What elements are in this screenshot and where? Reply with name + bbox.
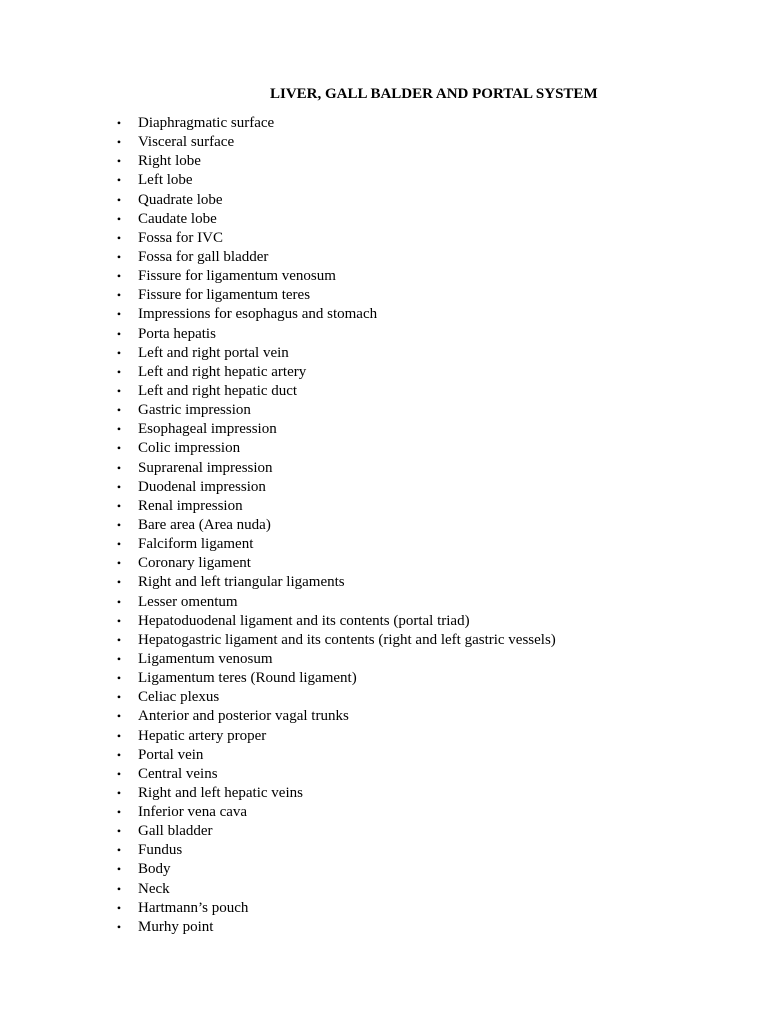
- bullet-icon: •: [116, 154, 122, 169]
- bullet-icon: •: [116, 709, 122, 724]
- list-item-text: Right and left hepatic veins: [138, 784, 303, 801]
- bullet-icon: •: [116, 364, 122, 379]
- list-item-text: Left lobe: [138, 172, 193, 189]
- list-item: [112, 573, 556, 592]
- list-item: [112, 880, 556, 899]
- list-item: [112, 822, 556, 841]
- list-item: [112, 707, 556, 726]
- bullet-icon: •: [116, 805, 122, 820]
- bullet-icon: •: [116, 747, 122, 762]
- list-item: [112, 344, 556, 363]
- list-item-text: Neck: [138, 880, 170, 897]
- list-item-text: Left and right portal vein: [138, 344, 289, 361]
- list-item: [112, 171, 556, 190]
- list-item: [112, 382, 556, 401]
- bullet-icon: •: [116, 249, 122, 264]
- bullet-icon: •: [116, 116, 122, 130]
- list-item: [112, 612, 556, 631]
- list-item: [112, 133, 556, 152]
- bullet-icon: •: [116, 613, 122, 628]
- list-item-text: Ligamentum venosum: [138, 650, 273, 667]
- list-item: [112, 631, 556, 650]
- list-item: [112, 497, 556, 516]
- list-item-text: Fossa for gall bladder: [138, 248, 269, 265]
- list-item: [112, 401, 556, 420]
- page-title: LIVER, GALL BALDER AND PORTAL SYSTEM: [270, 86, 598, 102]
- list-item-text: Hepatoduodenal ligament and its contents (portal triad): [138, 612, 470, 629]
- list-item-text: Gastric impression: [138, 402, 251, 419]
- bullet-icon: •: [116, 900, 122, 915]
- list-item: [112, 918, 556, 937]
- list-item: [112, 210, 556, 229]
- list-item-text: Renal impression: [138, 497, 243, 514]
- bullet-icon: •: [116, 881, 122, 896]
- bullet-icon: •: [116, 862, 122, 877]
- list-item: [112, 459, 556, 478]
- list-item-text: Esophageal impression: [138, 421, 277, 438]
- list-item: [112, 688, 556, 707]
- bullet-icon: •: [116, 919, 122, 934]
- list-item-text: Gall bladder: [138, 823, 213, 840]
- list-item-text: Fundus: [138, 842, 183, 859]
- list-item-text: Hepatogastric ligament and its contents (right and left gastric vessels): [138, 631, 556, 648]
- bullet-icon: •: [116, 498, 122, 513]
- bullet-icon: •: [116, 211, 122, 226]
- list-item: [112, 305, 556, 324]
- bullet-icon: •: [116, 441, 122, 456]
- bullet-icon: •: [116, 345, 122, 360]
- list-item-text: Visceral surface: [138, 134, 235, 151]
- list-item: [112, 841, 556, 860]
- list-item: [112, 267, 556, 286]
- bullet-icon: •: [116, 728, 122, 743]
- list-item-text: Coronary ligament: [138, 555, 251, 572]
- list-item: [112, 152, 556, 171]
- list-item-text: Diaphragmatic surface: [138, 115, 275, 131]
- list-item-text: Suprarenal impression: [138, 459, 273, 476]
- list-item-text: Caudate lobe: [138, 210, 217, 227]
- bullet-icon: •: [116, 135, 122, 150]
- list-item-text: Porta hepatis: [138, 325, 216, 342]
- bullet-icon: •: [116, 671, 122, 686]
- list-item: [112, 860, 556, 879]
- bullet-icon: •: [116, 383, 122, 398]
- list-item-text: Quadrate lobe: [138, 191, 223, 208]
- bullet-icon: •: [116, 422, 122, 437]
- list-item-text: Fissure for ligamentum venosum: [138, 268, 336, 285]
- list-item: [112, 650, 556, 669]
- list-item: [112, 114, 556, 133]
- list-item-text: Falciform ligament: [138, 536, 254, 553]
- list-item: [112, 325, 556, 344]
- bullet-icon: •: [116, 824, 122, 839]
- bullet-icon: •: [116, 173, 122, 188]
- bullet-icon: •: [116, 307, 122, 322]
- list-item: [112, 803, 556, 822]
- list-item-text: Colic impression: [138, 440, 241, 457]
- bullet-icon: •: [116, 843, 122, 858]
- list-item: [112, 478, 556, 497]
- bullet-icon: •: [116, 460, 122, 475]
- list-item: [112, 784, 556, 803]
- list-item-text: Murhy point: [138, 918, 214, 935]
- list-item-text: Anterior and posterior vagal trunks: [138, 708, 349, 725]
- list-item: [112, 554, 556, 573]
- list-item-text: Ligamentum teres (Round ligament): [138, 670, 357, 687]
- bullet-icon: •: [116, 230, 122, 245]
- list-item-text: Right lobe: [138, 153, 201, 170]
- bullet-icon: •: [116, 192, 122, 207]
- list-item: [112, 593, 556, 612]
- bullet-icon: •: [116, 594, 122, 609]
- list-item: [112, 439, 556, 458]
- list-item: [112, 286, 556, 305]
- bullet-icon: •: [116, 537, 122, 552]
- list-item-text: Right and left triangular ligaments: [138, 574, 345, 591]
- list-item: [112, 229, 556, 248]
- list-item: [112, 363, 556, 382]
- list-item-text: Duodenal impression: [138, 478, 266, 495]
- list-item: [112, 899, 556, 918]
- list-item: [112, 727, 556, 746]
- list-item-text: Inferior vena cava: [138, 804, 248, 821]
- list-item: [112, 420, 556, 439]
- bullet-icon: •: [116, 556, 122, 571]
- list-item-text: Left and right hepatic artery: [138, 363, 307, 380]
- topic-list: [112, 114, 556, 937]
- bullet-icon: •: [116, 651, 122, 666]
- list-item-text: Impressions for esophagus and stomach: [138, 306, 378, 323]
- list-item: [112, 746, 556, 765]
- list-item-text: Portal vein: [138, 746, 204, 763]
- list-item: [112, 669, 556, 688]
- bullet-icon: •: [116, 326, 122, 341]
- bullet-icon: •: [116, 479, 122, 494]
- list-item: [112, 191, 556, 210]
- list-item-text: Hepatic artery proper: [138, 727, 267, 744]
- list-item: [112, 248, 556, 267]
- bullet-icon: •: [116, 269, 122, 284]
- bullet-icon: •: [116, 690, 122, 705]
- bullet-icon: •: [116, 632, 122, 647]
- list-item-text: Bare area (Area nuda): [138, 516, 271, 533]
- list-item-text: Celiac plexus: [138, 689, 220, 706]
- bullet-icon: •: [116, 575, 122, 590]
- list-item-text: Body: [138, 861, 171, 878]
- bullet-icon: •: [116, 403, 122, 418]
- list-item-text: Lesser omentum: [138, 593, 238, 610]
- list-item: [112, 535, 556, 554]
- list-item-text: Central veins: [138, 765, 218, 782]
- list-item-text: Hartmann’s pouch: [138, 899, 249, 916]
- bullet-icon: •: [116, 785, 122, 800]
- list-item: [112, 516, 556, 535]
- list-item: [112, 765, 556, 784]
- list-item-text: Fossa for IVC: [138, 229, 223, 246]
- bullet-icon: •: [116, 288, 122, 303]
- list-item-text: Left and right hepatic duct: [138, 382, 298, 399]
- bullet-icon: •: [116, 766, 122, 781]
- bullet-icon: •: [116, 517, 122, 532]
- list-item-text: Fissure for ligamentum teres: [138, 287, 311, 304]
